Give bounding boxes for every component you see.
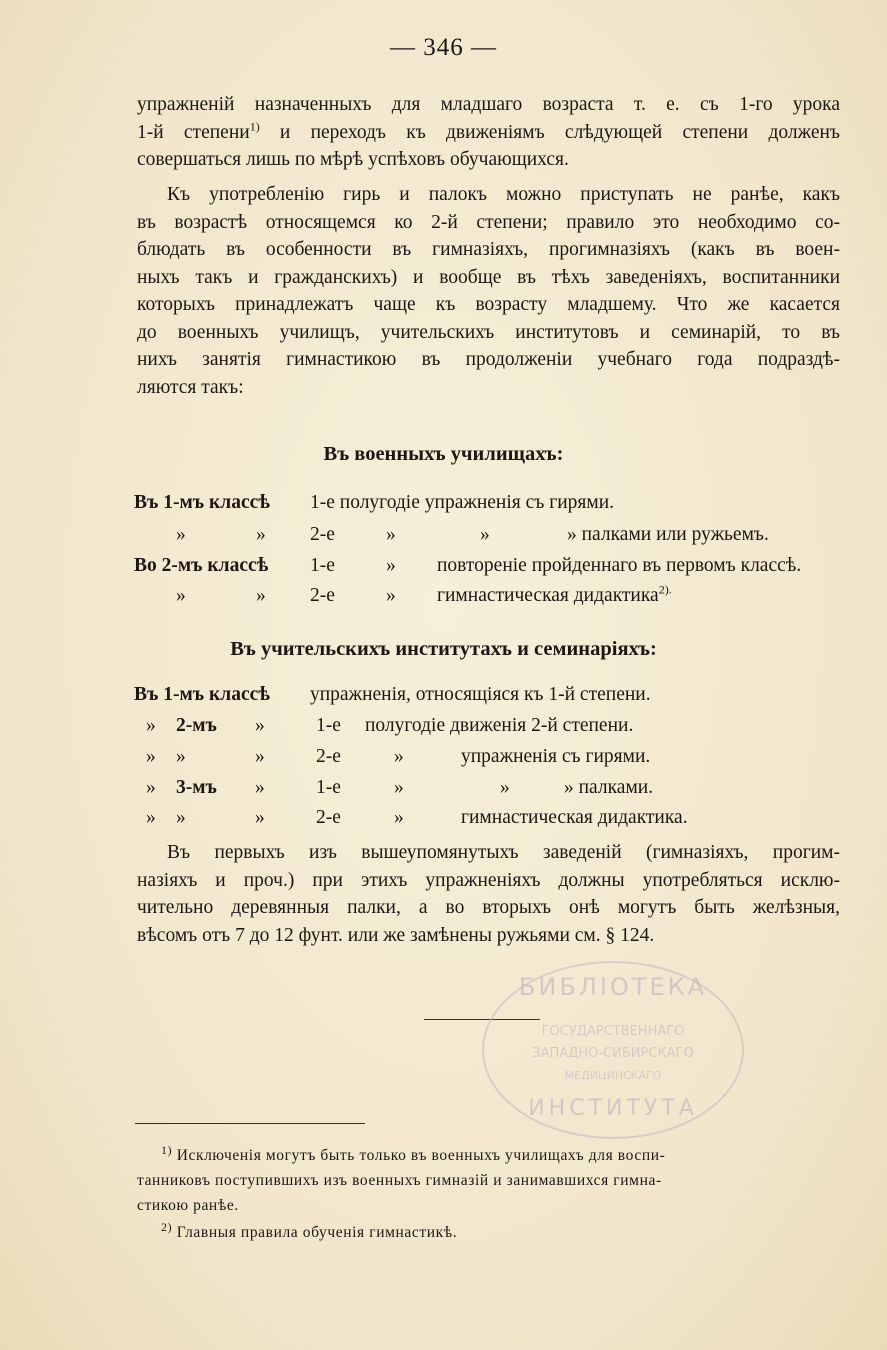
schedule-military-schools <box>0 492 887 607</box>
footnote-marker: 1) <box>249 119 260 133</box>
table-cell: 2-е <box>310 524 335 545</box>
footnote-text: Главныя правила обученія гимнастикѣ. <box>176 1224 458 1241</box>
text-line: въ возрастѣ относящемся ко 2-й степени; правило это необходимо со- <box>137 211 840 233</box>
footnote-2 <box>137 1220 837 1245</box>
table-cell: » <box>176 524 186 545</box>
text-line: упражненій назначенныхъ для младшаго возраста т. е. съ 1-го урока <box>137 94 840 115</box>
paragraph-2 <box>137 181 840 401</box>
footnote-text: Исключенія могутъ быть только въ военныхъ училищахъ для воспи- <box>176 1147 666 1164</box>
text-line: Въ первыхъ изъ вышеупомянутыхъ заведеній (гимназіяхъ, прогим- <box>167 842 840 863</box>
table-cell: » <box>386 524 396 545</box>
svg-text:МЕДИЦИНСКАГО: МЕДИЦИНСКАГО <box>564 1069 662 1082</box>
table-cell: Въ 1-мъ классѣ <box>134 492 270 513</box>
section-divider <box>424 1019 540 1020</box>
table-cell: » <box>255 746 265 767</box>
text-line <box>137 119 840 147</box>
table-cell: » <box>256 524 266 545</box>
table-cell: 1-е <box>316 777 341 798</box>
text-line: до военныхъ училищъ, учительскихъ институтовъ и семинарій, то въ <box>137 321 840 343</box>
table-cell: » <box>394 746 404 767</box>
table-cell: » <box>394 807 404 828</box>
text-line: назіяхъ и проч.) при этихъ упражненіяхъ должны употребляться исклю- <box>137 869 840 891</box>
section-heading-military-schools: Въ военныхъ училищахъ: <box>323 443 564 465</box>
table-cell: 3-мъ <box>176 777 217 798</box>
table-cell: Во 2-мъ классѣ <box>134 555 269 576</box>
table-cell: гимнастическая дидактика. <box>461 807 688 828</box>
table-cell: » <box>146 777 156 798</box>
table-cell: » <box>146 807 156 828</box>
text-line: блюдать въ особенности въ гимназіяхъ, прогимназіяхъ (какъ въ воен- <box>137 239 840 260</box>
footnote-marker: 2). <box>658 582 672 597</box>
text-line: нихъ занятія гимнастикою въ продолженіи учебнаго года подраздѣ- <box>137 349 840 370</box>
text-line: Къ употребленію гирь и палокъ можно приступать не ранѣе, какъ <box>167 184 840 205</box>
text-fragment: гимнастическая дидактика <box>437 585 659 606</box>
table-cell: 2-мъ <box>176 715 217 736</box>
table-cell: » <box>255 807 265 828</box>
table-cell <box>437 582 672 607</box>
table-cell: » <box>386 555 396 576</box>
text-line: ляются такъ: <box>137 376 244 398</box>
table-cell: » <box>146 746 156 767</box>
text-line: вѣсомъ отъ 7 до 12 фунт. или же замѣнены ружьями см. § 124. <box>137 924 655 946</box>
table-cell: 1-е <box>310 555 335 576</box>
table-cell: » палками или ружьемъ. <box>567 524 769 545</box>
table-cell: » <box>256 585 266 606</box>
section-heading-institutes: Въ учительскихъ институтахъ и семинаріяхъ: <box>230 638 657 660</box>
footnote-separator <box>135 1123 365 1124</box>
table-cell: 1-е полугодіе упражненія съ гирями. <box>310 492 615 513</box>
footnotes <box>137 1143 837 1245</box>
footnote-text: танниковъ поступившихъ изъ военныхъ гимназій и занимавшихся гимна- <box>137 1172 662 1189</box>
table-cell: » палками. <box>564 777 654 798</box>
svg-text:ИНСТИТУТА: ИНСТИТУТА <box>528 1096 698 1121</box>
table-cell: повтореніе пройденнаго въ первомъ классѣ. <box>437 555 802 576</box>
svg-text:ЗАПАДНО-СИБИРСКАГО: ЗАПАДНО-СИБИРСКАГО <box>532 1046 694 1061</box>
library-stamp-icon <box>478 955 748 1145</box>
table-cell: » <box>394 777 404 798</box>
text-line: ныхъ такъ и гражданскихъ) и вообще въ тѣхъ заведеніяхъ, воспитанники <box>137 266 840 288</box>
footnote-1 <box>137 1143 837 1168</box>
footnote-marker: 2) <box>161 1219 173 1234</box>
footnote-marker: 1) <box>161 1142 173 1157</box>
text-line: чительно деревянныя палки, а во вторыхъ онѣ могутъ быть желѣзныя, <box>137 897 840 918</box>
table-cell: 2-е <box>316 746 341 767</box>
table-cell: Въ 1-мъ классѣ <box>134 684 270 705</box>
table-cell: » <box>255 777 265 798</box>
paragraph-3 <box>137 839 840 949</box>
table-cell: » <box>386 585 396 606</box>
table-cell: » <box>146 715 156 736</box>
table-cell: 2-е <box>310 585 335 606</box>
table-cell: » <box>255 715 265 736</box>
text-line: которыхъ принадлежатъ чаще къ возрасту младшему. Что же касается <box>137 294 840 315</box>
table-cell: 2-е <box>316 807 341 828</box>
schedule-institutes <box>0 684 887 828</box>
svg-text:БИБЛІОТЕКА: БИБЛІОТЕКА <box>518 973 708 1001</box>
table-cell: » <box>176 585 186 606</box>
table-cell: » <box>176 746 186 767</box>
table-cell: упражненія съ гирями. <box>461 746 651 767</box>
page-number: — 346 — <box>390 34 497 61</box>
text-fragment: и переходъ къ движеніямъ слѣдующей степени долженъ <box>279 121 840 143</box>
table-cell: полугодіе движенія 2-й степени. <box>365 715 634 736</box>
table-cell: » <box>176 807 186 828</box>
table-cell: » <box>480 524 490 545</box>
table-cell: 1-е <box>316 715 341 736</box>
table-cell: » <box>500 777 510 798</box>
svg-text:ГОСУДАРСТВЕННАГО: ГОСУДАРСТВЕННАГО <box>541 1024 685 1039</box>
footnote-text: стикою ранѣе. <box>137 1197 239 1214</box>
table-cell: упражненія, относящіяся къ 1-й степени. <box>310 684 651 705</box>
text-fragment: 1-й степени <box>137 121 250 143</box>
paragraph-1 <box>137 91 840 174</box>
text-line: совершаться лишь по мѣрѣ успѣховъ обучающихся. <box>137 149 569 170</box>
